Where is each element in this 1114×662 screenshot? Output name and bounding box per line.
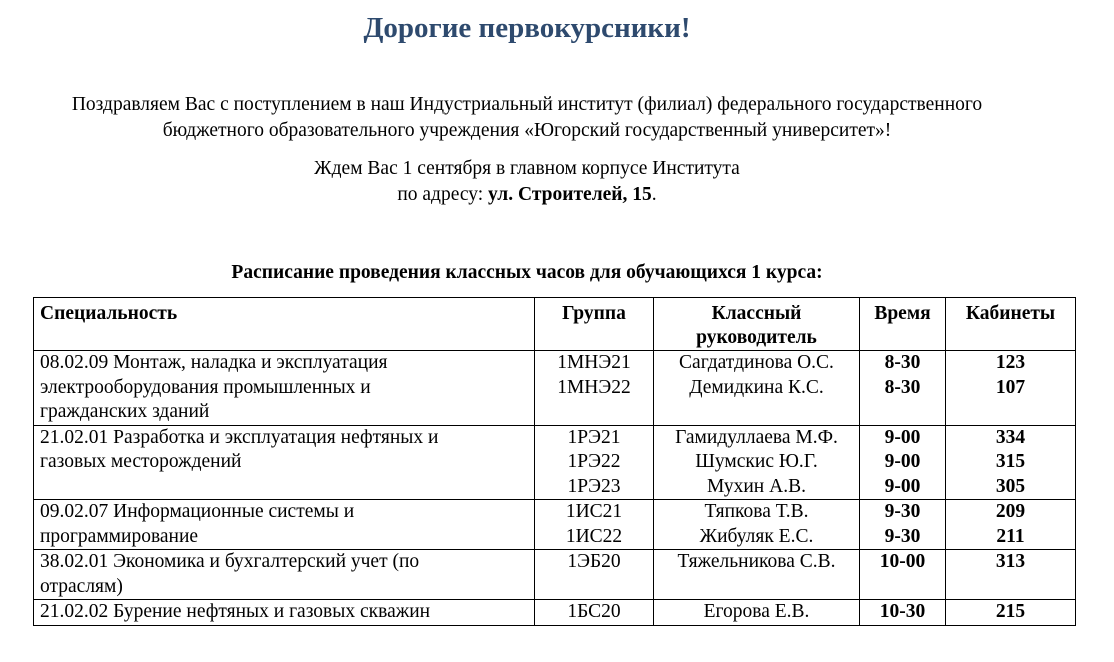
room-cell-line: 315	[995, 451, 1026, 472]
specialty-cell	[34, 600, 535, 626]
room-cell-line: 305	[995, 475, 1026, 497]
address-suffix: .	[651, 184, 657, 205]
curator-cell	[654, 425, 860, 500]
address: ул. Строителей, 15	[488, 184, 652, 205]
time-cell	[860, 500, 946, 550]
room-cell-line: 209	[995, 501, 1026, 522]
time-cell	[860, 550, 946, 600]
time-cell	[860, 351, 946, 426]
time-cell-line: 9-00	[884, 475, 921, 497]
curator-cell	[654, 550, 860, 600]
specialty-cell-line: 21.02.01 Разработка и эксплуатация нефтяных и	[40, 426, 439, 448]
group-cell	[535, 425, 654, 500]
group-cell-line: 1РЭ22	[567, 451, 621, 472]
curator-cell-line: Тяпкова Т.В.	[704, 501, 809, 522]
time-cell	[860, 425, 946, 500]
intro-paragraph	[0, 92, 1054, 144]
time-cell-line: 8-30	[884, 376, 921, 398]
specialty-cell	[34, 550, 535, 600]
group-cell-line: 1ИС22	[565, 525, 623, 547]
specialty-cell-line: гражданских зданий	[40, 401, 210, 422]
header-rooms: Кабинеты	[946, 298, 1076, 351]
invite-paragraph	[0, 156, 1054, 208]
invite-line-1: Ждем Вас 1 сентября в главном корпусе Института	[314, 158, 740, 179]
specialty-cell-line: газовых месторождений	[40, 451, 242, 472]
schedule-table	[33, 297, 1076, 626]
intro-line-2: бюджетного образовательного учреждения «Югорский государственный университет»!	[162, 120, 892, 141]
group-cell-line: 1МНЭ22	[557, 376, 631, 398]
time-cell-line: 10-30	[879, 601, 926, 622]
table-row	[34, 351, 1076, 426]
header-curator-line-1: Классный	[711, 303, 802, 324]
specialty-cell-line: 09.02.07 Информационные системы и	[40, 501, 355, 522]
curator-cell-line: Тяжельникова С.В.	[677, 551, 836, 572]
time-cell-line: 9-00	[884, 426, 921, 448]
group-cell	[535, 500, 654, 550]
group-cell	[535, 550, 654, 600]
group-cell	[535, 600, 654, 626]
header-specialty: Специальность	[34, 298, 535, 351]
room-cell	[946, 425, 1076, 500]
header-curator-line-2: руководитель	[696, 327, 817, 348]
room-cell	[946, 351, 1076, 426]
curator-cell-line: Егорова Е.В.	[703, 601, 810, 622]
room-cell	[946, 550, 1076, 600]
specialty-cell	[34, 500, 535, 550]
specialty-cell-line: электрооборудования промышленных и	[40, 376, 371, 398]
group-cell-line: 1МНЭ21	[557, 352, 631, 373]
room-cell	[946, 500, 1076, 550]
specialty-cell	[34, 425, 535, 500]
room-cell-line: 211	[996, 525, 1025, 547]
specialty-cell	[34, 351, 535, 426]
group-cell-line: 1ЭБ20	[567, 551, 621, 572]
curator-cell-line: Сагдатдинова О.С.	[679, 352, 834, 373]
specialty-cell-line: 38.02.01 Экономика и бухгалтерский учет (по	[40, 551, 420, 572]
time-cell-line: 9-30	[884, 501, 921, 522]
table-row	[34, 425, 1076, 500]
room-cell-line: 215	[995, 601, 1026, 622]
table-row	[34, 550, 1076, 600]
table-body	[34, 351, 1076, 626]
specialty-cell-line: 21.02.02 Бурение нефтяных и газовых скважин	[40, 601, 431, 622]
intro-line-1: Поздравляем Вас с поступлением в наш Индустриальный институт (филиал) федерального государственного	[71, 94, 983, 115]
specialty-cell-line: 08.02.09 Монтаж, наладка и эксплуатация	[40, 352, 388, 373]
header-group: Группа	[535, 298, 654, 351]
curator-cell	[654, 600, 860, 626]
time-cell-line: 8-30	[884, 352, 921, 373]
group-cell-line: 1ИС21	[565, 501, 623, 522]
schedule-title: Расписание проведения классных часов для обучающихся 1 курса:	[231, 262, 823, 283]
room-cell-line: 123	[995, 352, 1026, 373]
group-cell	[535, 351, 654, 426]
time-cell	[860, 600, 946, 626]
room-cell-line: 107	[995, 376, 1026, 398]
time-cell-line: 9-30	[884, 525, 921, 547]
curator-cell-line: Демидкина К.С.	[689, 376, 824, 398]
room-cell	[946, 600, 1076, 626]
specialty-cell-line: программирование	[40, 525, 199, 547]
specialty-cell-line: отраслям)	[40, 575, 123, 597]
curator-cell-line: Мухин А.В.	[707, 475, 806, 497]
curator-cell	[654, 500, 860, 550]
page-title: Дорогие первокурсники!	[363, 12, 691, 44]
group-cell-line: 1РЭ23	[567, 475, 621, 497]
group-cell-line: 1РЭ21	[567, 426, 621, 448]
address-prefix: по адресу:	[397, 184, 489, 205]
header-time: Время	[860, 298, 946, 351]
header-curator	[654, 298, 860, 351]
curator-cell-line: Шумскис Ю.Г.	[695, 451, 818, 472]
time-cell-line: 9-00	[884, 451, 921, 472]
invite-line-2	[0, 182, 1054, 208]
table-row	[34, 600, 1076, 626]
time-cell-line: 10-00	[879, 551, 926, 572]
room-cell-line: 334	[995, 426, 1026, 448]
group-cell-line: 1БС20	[567, 601, 621, 622]
table-row	[34, 500, 1076, 550]
curator-cell	[654, 351, 860, 426]
curator-cell-line: Гамидуллаева М.Ф.	[675, 426, 838, 448]
curator-cell-line: Жибуляк Е.С.	[699, 525, 814, 547]
table-header-row	[34, 298, 1076, 351]
room-cell-line: 313	[995, 551, 1026, 572]
